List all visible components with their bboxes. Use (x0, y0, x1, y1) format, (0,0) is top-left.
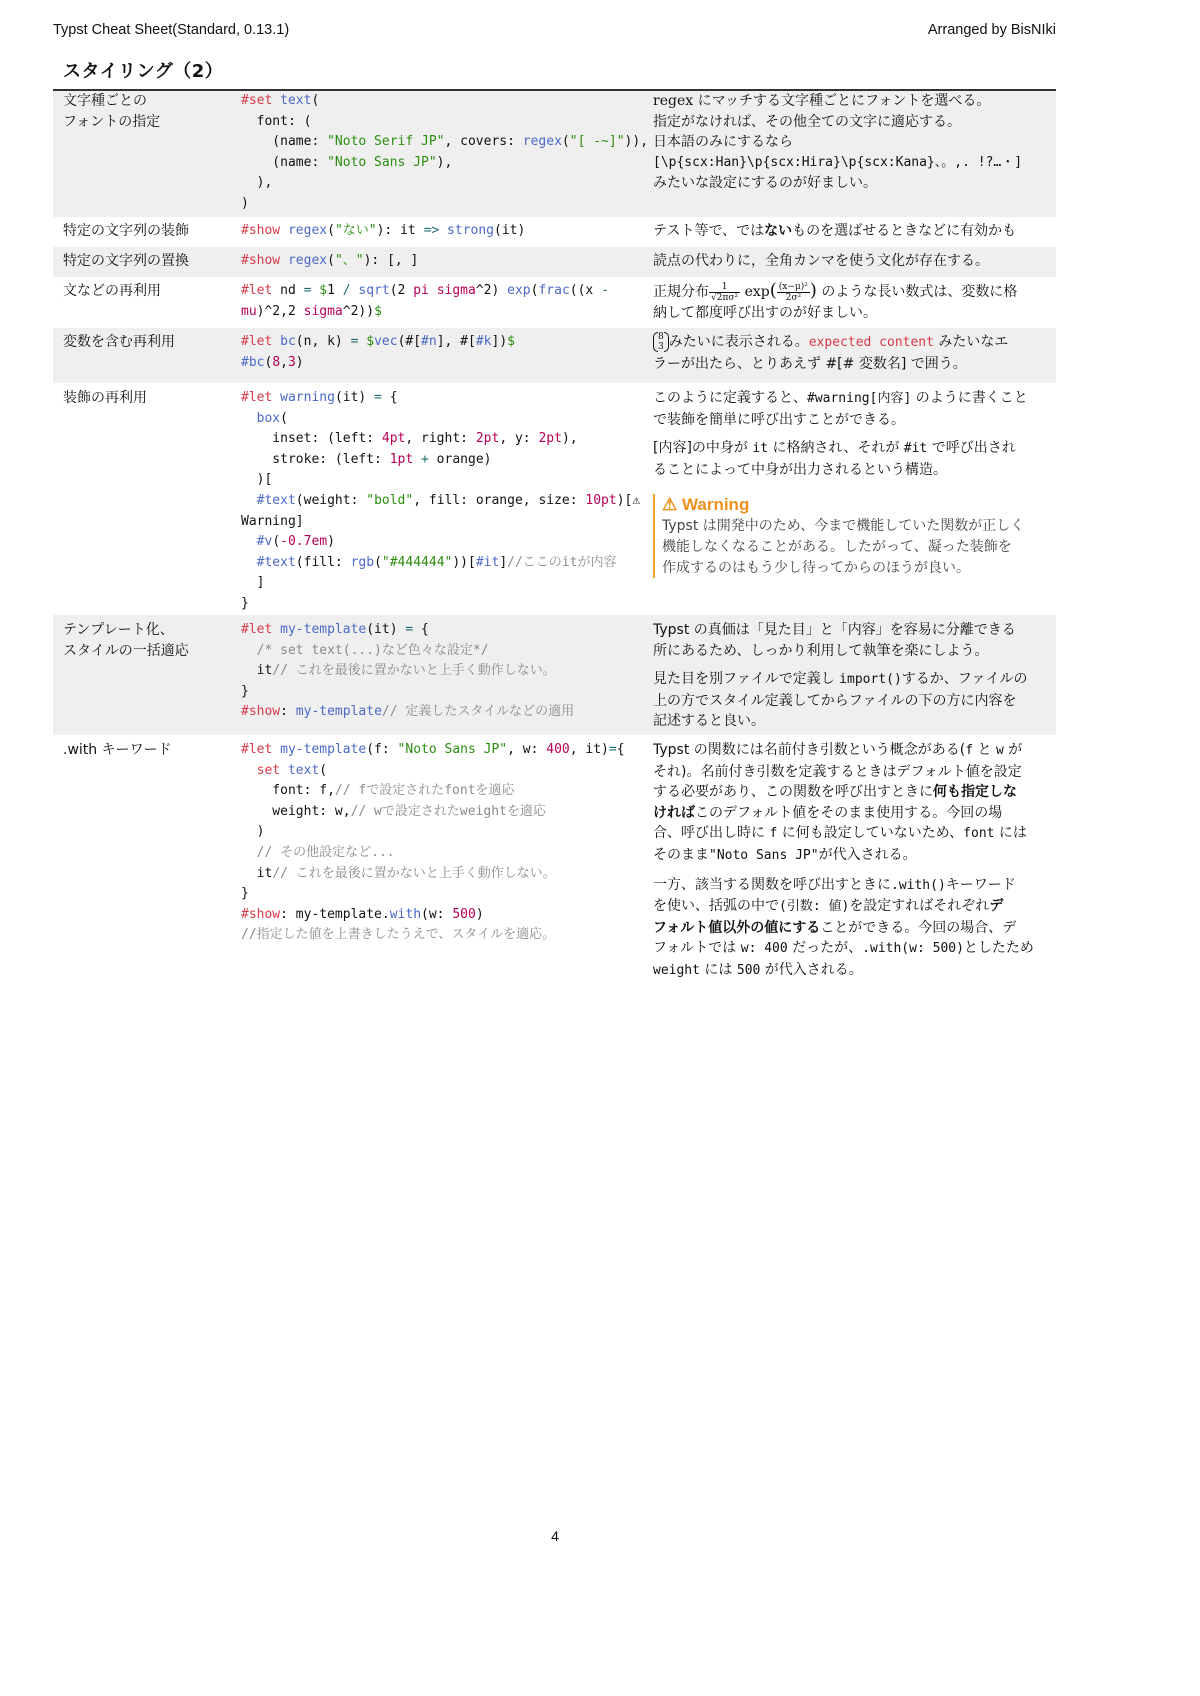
desc-line: 日本語のみにするなら (653, 134, 793, 151)
code-line: box( (256, 410, 288, 426)
code-line: /* set text(...)など色々な設定*/ (241, 642, 489, 658)
desc-line: 指定がなければ、その他全ての文字に適応する。 (653, 113, 961, 130)
code-sample: #show regex("、"): [, ] (241, 253, 419, 268)
code-line: font: f,// fで設定されたfontを適応 (241, 783, 515, 799)
table-row (53, 91, 1056, 217)
code-line: Warning] (241, 513, 304, 529)
code-line: ) (241, 824, 265, 840)
page-header (53, 22, 1056, 42)
code-line: #let my-template(f: "Noto Sans JP", w: 400, it)={ (241, 742, 625, 757)
desc-paragraph: Typst の関数には名前付き引数という概念がある(f と w が それ)。名前付き引数を定義するときはデフォルト値を設定 する必要があり、この関数を呼び出すときに何も指定しな ければこのデフォルト値をそのまま使用する。今回の場 合、呼び出し時に f に何も設定していないため、font には そのまま"Noto Sans JP"が代入される。 (653, 742, 1027, 863)
code-line: #v(-0.7em) (256, 534, 335, 550)
code-line: (name: "Noto Serif JP", covers: regex("[ -~]")), (241, 134, 649, 150)
row-description (653, 332, 1056, 383)
row-label: 特定の文字列の装飾 (63, 223, 189, 239)
label-line: 文字種ごとの (63, 93, 147, 109)
code-line: //指定した値を上書きしたうえで、スタイルを適応。 (241, 927, 556, 943)
binomial-math: 8 3 (653, 332, 669, 352)
code-sample: #show regex("ない"): it => strong(it) (241, 223, 526, 238)
code-line: weight: w,// wで設定されたweightを適応 (241, 803, 546, 819)
desc-line: [\p{scx:Han}\p{scx:Hira}\p{scx:Kana}、。,. !?…・] (653, 154, 1023, 170)
code-line: #let bc(n, k) = $vec(#[#n], #[#k])$ (241, 334, 515, 349)
row-description (653, 388, 1056, 615)
code-line: #show: my-template// 定義したスタイルなどの適用 (241, 704, 575, 720)
row-label: .with キーワード (63, 742, 172, 758)
desc-line: 納して都度呼び出すのが好ましい。 (653, 304, 877, 321)
row-label: 変数を含む再利用 (63, 334, 175, 350)
section-title: スタイリング（2） (63, 61, 224, 82)
code-line: font: ( (241, 113, 312, 129)
author-credit: Arranged by BisNIki (927, 22, 1056, 38)
code-line: #show: my-template.with(w: 500) (241, 906, 484, 922)
row-description (653, 740, 1056, 980)
desc-paragraph: 見た目を別ファイルで定義し import()するか、ファイルの 上の方でスタイル定義してからファイルの下の方に内容を 記述すると良い。 (653, 671, 1028, 730)
row-description (653, 620, 1056, 735)
row-label: テンプレート化、 スタイルの一括適応 (63, 622, 189, 659)
row-label: 特定の文字列の置換 (63, 253, 189, 269)
error-text: expected content (808, 335, 934, 350)
code-line: set text( (256, 762, 328, 778)
row-label: 文などの再利用 (63, 283, 161, 299)
desc-line: 正規分布 $\frac{1}{\text{√2πσ²}}$ exp( $\frac{\text{(x−μ)²}}{\text{2σ²}}$ ) のような長い数式は、変数に格 (653, 280, 1018, 303)
desc-line: regex にマッチする文字種ごとにフォントを選べる。 (653, 93, 991, 109)
code-line: } (241, 683, 249, 699)
code-line: #let nd = $1 / sqrt(2 pi sigma^2) exp(frac((x - (241, 283, 609, 298)
row-label: 装飾の再利用 (63, 390, 147, 406)
code-line: mu)^2,2 sigma^2))$ (241, 303, 382, 319)
desc-paragraph: [内容]の中身が it に格納され、それが #it で呼び出され ることによって中身が出力されるという構造。 (653, 440, 1016, 478)
row-description (653, 281, 1056, 328)
desc-paragraph: 一方、該当する関数を呼び出すときに.with()キーワード を使い、括弧の中で(引数: 値)を設定すればそれぞれデ フォルト値以外の値にすることができる。今回の場合、デ フォルトでは w: 400 だったが、.with(w: 500)としたため weight には 500 が代入される。 (653, 876, 1034, 978)
table-row (53, 328, 1056, 383)
document-title: Typst Cheat Sheet(Standard, 0.13.1) (53, 22, 290, 38)
code-line: (name: "Noto Sans JP"), (241, 154, 453, 170)
code-line: } (241, 595, 249, 611)
page-number: 4 (551, 1528, 559, 1544)
row-description (653, 91, 1056, 217)
warning-title: ⚠ Warning (662, 495, 750, 515)
code-sample (241, 281, 653, 328)
code-line: ), (241, 175, 273, 191)
code-sample (241, 388, 653, 615)
code-line: ] (241, 575, 265, 591)
desc-paragraph: このように定義すると、#warning[内容] のように書くこと で装飾を簡単に呼び出すことができる。 (653, 390, 1028, 428)
math-fraction: $\frac{1}{\text{√2πσ²}}$ (711, 281, 739, 303)
math-fraction: $\frac{\text{(x−μ)²}}{\text{2σ²}}$ (778, 281, 808, 303)
desc-paragraph: Typst の真価は「見た目」と「内容」を容易に分離できる 所にあるため、しっかり利用して執筆を楽にしよう。 (653, 622, 1016, 659)
warning-body: Typst は開発中のため、今まで機能していた関数が正しく 機能しなくなることがある。したがって、凝った装飾を 作成するのはもう少し待ってからのほうが良い。 (662, 518, 1025, 576)
code-line: #let warning(it) = { (241, 390, 398, 405)
code-line: #let my-template(it) = { (241, 622, 429, 637)
code-sample (241, 620, 653, 735)
code-sample (241, 332, 653, 383)
code-line: )[ (241, 472, 273, 488)
code-line: inset: (left: 4pt, right: 2pt, y: 2pt), (241, 431, 578, 447)
row-label (53, 91, 241, 217)
code-line: #set text( (241, 93, 320, 108)
desc-line: みたいな設定にするのが好ましい。 (653, 175, 877, 192)
code-line: stroke: (left: 1pt + orange) (241, 451, 492, 467)
code-line: // その他設定など... (241, 844, 395, 860)
desc-line: ラーが出たら、とりあえず #[# 変数名] で囲う。 (653, 355, 967, 372)
label-line: フォントの指定 (63, 113, 161, 130)
table-row (53, 735, 1056, 980)
table-row (53, 615, 1056, 735)
code-line: } (241, 886, 249, 902)
code-sample (241, 740, 653, 980)
table-row (53, 217, 1056, 247)
warning-callout (653, 494, 1056, 578)
row-description: テスト等で、ではないものを選ばせるときなどに有効かも (653, 223, 1017, 239)
code-line: ) (241, 195, 249, 211)
code-line: #bc(8,3) (241, 354, 304, 370)
table-row (53, 247, 1056, 277)
code-line: #text(weight: "bold", fill: orange, size: 10pt)[⚠ (256, 492, 641, 508)
table-row (53, 277, 1056, 328)
code-sample (241, 91, 653, 217)
cheatsheet-table (53, 91, 1056, 980)
row-description: 読点の代わりに，全角カンマを使う文化が存在する。 (653, 253, 989, 269)
table-row (53, 383, 1056, 615)
code-line: it// これを最後に置かないと上手く動作しない。 (241, 663, 556, 679)
code-line: #text(fill: rgb("#444444"))[#it]//ここのitが内容 (256, 554, 617, 570)
code-line: it// これを最後に置かないと上手く動作しない。 (241, 865, 556, 881)
desc-line: 8 3 みたいに表示される。expected content みたいなエ (653, 332, 1056, 354)
